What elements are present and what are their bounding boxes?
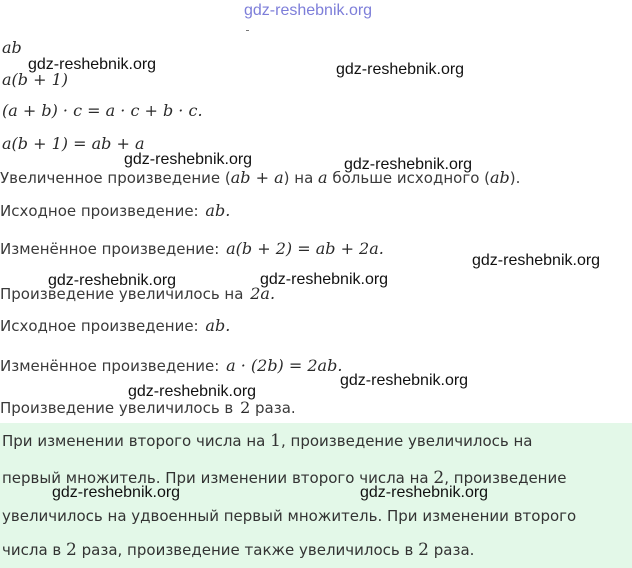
watermark: gdz-reshebnik.org (340, 372, 469, 389)
conclusion-l1-a: При изменении второго числа на (2, 432, 266, 450)
case1-original-math: ab. (205, 201, 231, 220)
case2-changed-label: Изменённое произведение: (0, 357, 220, 375)
case2-original (0, 316, 230, 336)
conclusion-l2-a: первый множитель. При изменении второго числа на (2, 469, 429, 487)
watermark: gdz-reshebnik.org (336, 61, 465, 78)
watermark: gdz-reshebnik.org (128, 383, 257, 400)
case1-changed-label: Изменённое произведение: (0, 240, 220, 258)
conclusion-l4-num2: 2 (418, 540, 429, 560)
watermark: gdz-reshebnik.org (52, 484, 181, 501)
case1-original (0, 201, 230, 221)
statement-math-a: ab + a (230, 168, 284, 187)
formula-1-math: ab (2, 38, 22, 57)
watermark: gdz-reshebnik.org (360, 484, 489, 501)
conclusion-line-3 (2, 507, 576, 525)
case2-result-num: 2 (240, 398, 251, 417)
case2-result-tail: раза. (255, 399, 296, 417)
formula-4 (0, 134, 145, 154)
case1-result-math: 2a. (250, 284, 276, 303)
statement-math-b: a (318, 168, 328, 187)
conclusion-l2-num: 2 (433, 468, 445, 488)
case1-original-label: Исходное произведение: (0, 202, 199, 220)
formula-4-math: a(b + 1) = ab + a (2, 134, 145, 153)
case2-result (0, 398, 296, 418)
case1-changed-math: a(b + 2) = ab + 2a. (226, 239, 384, 258)
conclusion-line-4 (2, 540, 474, 560)
case2-changed (0, 356, 342, 376)
conclusion-l1-b: , произведение увеличилось на (281, 432, 533, 450)
case2-original-math: ab. (205, 316, 231, 335)
watermark-header: gdz-reshebnik.org (244, 2, 373, 19)
case1-changed (0, 239, 384, 259)
watermark: gdz-reshebnik.org (344, 156, 473, 173)
statement-text-b: ) на (283, 169, 319, 187)
case1-result-label: Произведение увеличилось на (0, 285, 244, 303)
watermark: gdz-reshebnik.org (48, 272, 177, 289)
conclusion-l4-num: 2 (66, 540, 77, 560)
conclusion-l1-num: 1 (270, 431, 281, 451)
formula-3-math: (a + b) · c = a · c + b · c. (2, 101, 203, 120)
formula-3 (0, 101, 203, 121)
statement-text-c: больше исходного ( (327, 169, 491, 187)
conclusion-l4-b: раза, произведение также увеличилось в (81, 541, 414, 559)
case2-result-label: Произведение увеличилось в (0, 399, 234, 417)
watermark: gdz-reshebnik.org (28, 56, 157, 73)
conclusion-l4-a: числа в (2, 541, 62, 559)
formula-1 (0, 38, 22, 58)
case2-original-label: Исходное произведение: (0, 317, 199, 335)
formula-2-math: a(b + 1) (2, 70, 69, 89)
statement-text-a: Увеличенное произведение ( (0, 169, 231, 187)
statement-text-d: ). (509, 169, 521, 187)
statement-math-c: ab (490, 168, 510, 187)
conclusion-l3: увеличилось на удвоенный первый множитель. При изменении второго (2, 507, 577, 525)
conclusion-line-1 (2, 431, 533, 451)
divider-tick (246, 30, 249, 31)
conclusion-l4-c: раза. (433, 541, 475, 559)
conclusion-l2-b: , произведение (444, 469, 567, 487)
watermark: gdz-reshebnik.org (260, 271, 389, 288)
watermark: gdz-reshebnik.org (124, 151, 253, 168)
watermark: gdz-reshebnik.org (472, 252, 601, 269)
case2-changed-math: a · (2b) = 2ab. (226, 356, 343, 375)
